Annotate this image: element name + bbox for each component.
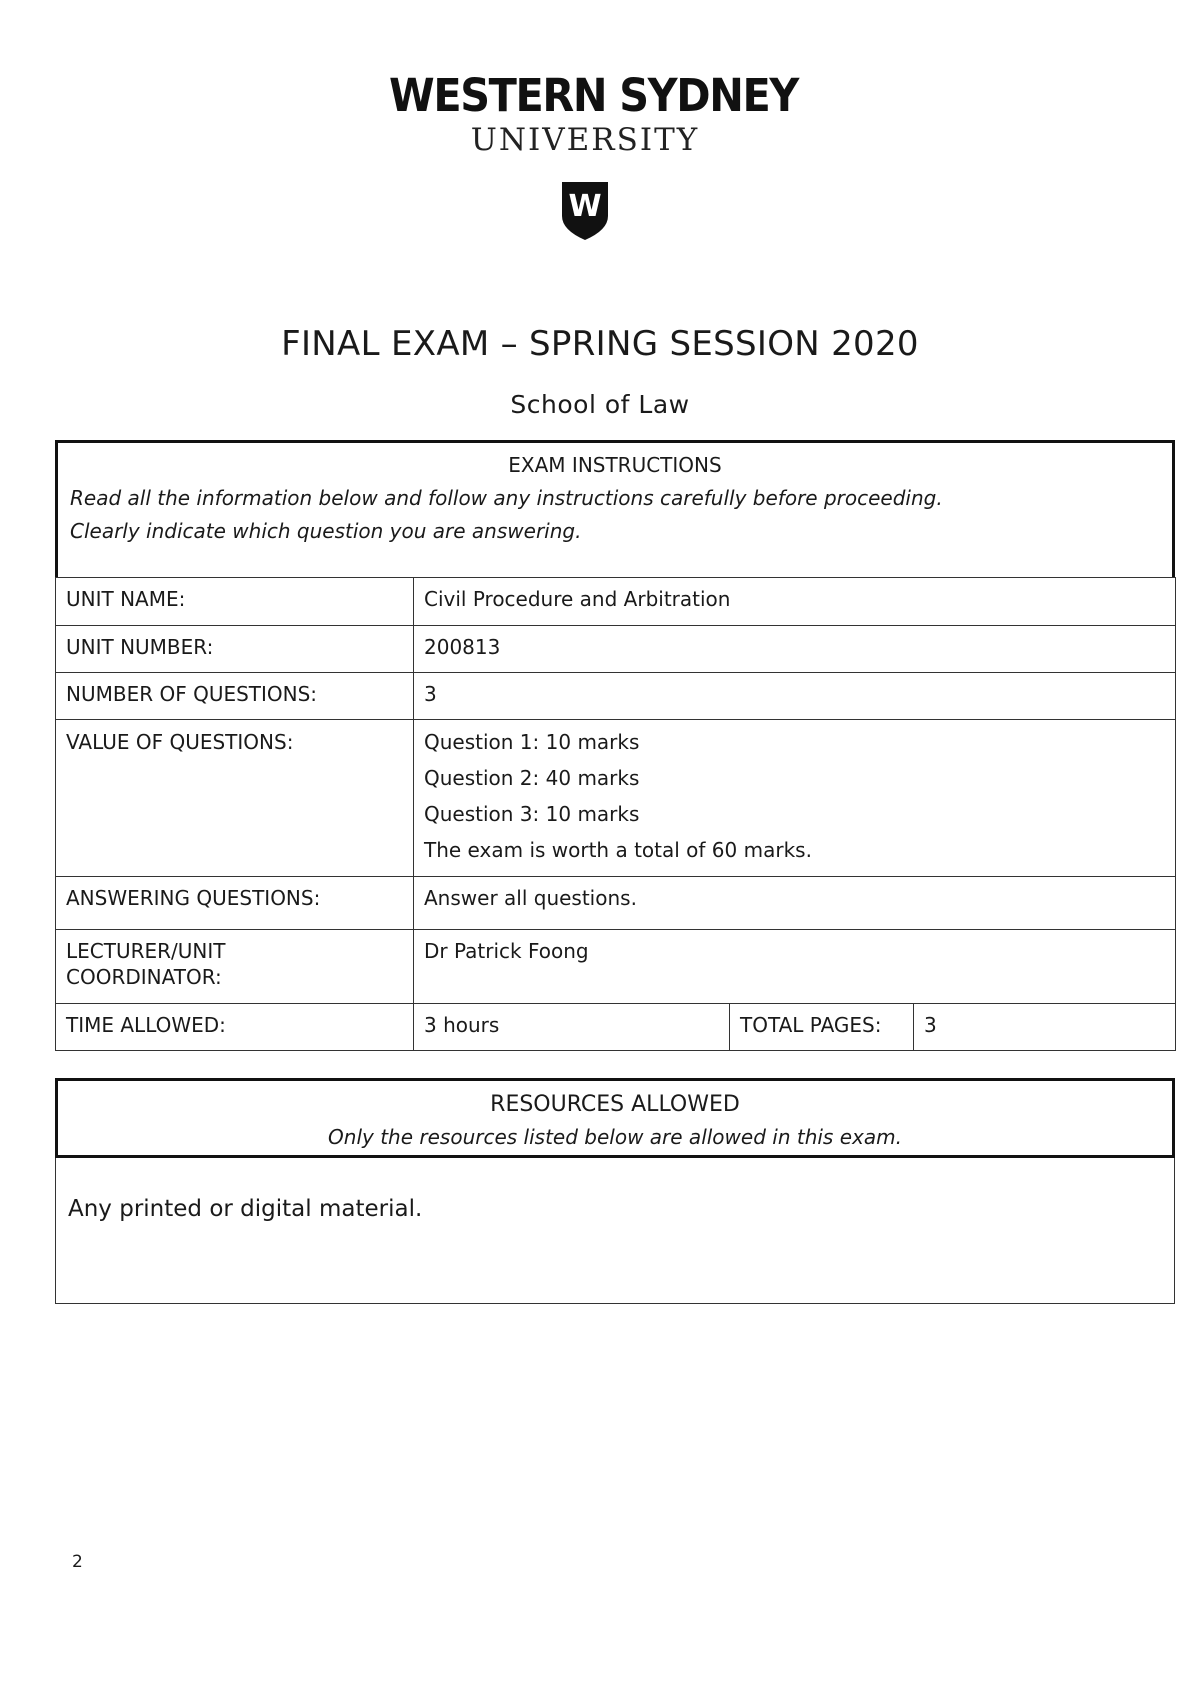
number-of-questions-value: 3 [414,673,1176,720]
unit-name-label: UNIT NAME: [56,578,414,626]
shield-emblem-letter: W [568,189,602,224]
table-row [56,930,1176,1004]
lecturer-value: Dr Patrick Foong [414,930,1176,1004]
resources-title: RESOURCES ALLOWED [490,1092,740,1117]
shield-emblem-icon [560,180,610,242]
table-row [56,877,1176,930]
page-number: 2 [72,1552,83,1572]
total-marks-value: The exam is worth a total of 60 marks. [424,838,812,862]
question-2-value: Question 2: 40 marks [424,766,640,790]
exam-details-table [55,577,1176,1051]
unit-name-value: Civil Procedure and Arbitration [414,578,1176,626]
answering-questions-label: ANSWERING QUESTIONS: [56,877,414,930]
question-3-value: Question 3: 10 marks [424,802,640,826]
value-of-questions-value [414,720,1176,877]
exam-instructions-box [55,440,1175,578]
resources-allowed-box [55,1078,1175,1158]
answering-questions-value: Answer all questions. [414,877,1176,930]
resources-note: Only the resources listed below are allowed in this exam. [328,1125,902,1149]
question-1-value: Question 1: 10 marks [424,730,640,754]
resources-body: Any printed or digital material. [55,1158,1175,1304]
university-logo [372,68,798,254]
value-of-questions-label: VALUE OF QUESTIONS: [56,720,414,877]
number-of-questions-label: NUMBER OF QUESTIONS: [56,673,414,720]
unit-number-value: 200813 [414,626,1176,673]
logo-university-sub: UNIVERSITY [470,122,700,158]
lecturer-label-line-1: LECTURER/UNIT [66,939,226,963]
total-pages-label: TOTAL PAGES: [730,1004,914,1051]
time-allowed-label: TIME ALLOWED: [56,1004,414,1051]
total-pages-value: 3 [914,1004,1176,1051]
lecturer-label-line-2: COORDINATOR: [66,965,222,989]
table-row [56,673,1176,720]
instructions-line-2: Clearly indicate which question you are answering. [70,519,582,543]
table-row [56,626,1176,673]
unit-number-label: UNIT NUMBER: [56,626,414,673]
table-row [56,578,1176,626]
school-name: School of Law [510,390,690,419]
time-allowed-value: 3 hours [414,1004,730,1051]
exam-title: FINAL EXAM – SPRING SESSION 2020 [281,324,919,364]
table-row [56,1004,1176,1051]
table-row [56,720,1176,877]
logo-university-name: WESTERN SYDNEY [389,69,799,122]
instructions-line-1: Read all the information below and follow any instructions carefully before proceeding. [70,486,943,510]
lecturer-label [56,930,414,1004]
instructions-heading: EXAM INSTRUCTIONS [508,453,722,477]
